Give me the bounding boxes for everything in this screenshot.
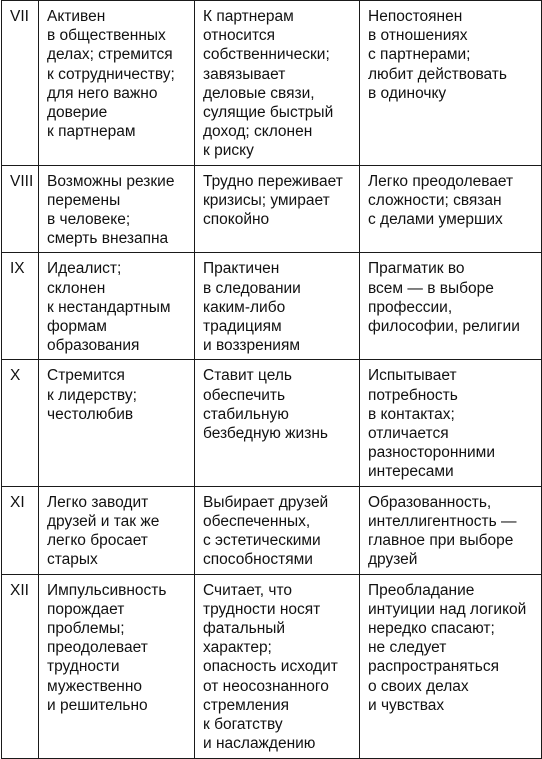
cell-text: Идеалист; склонен к нестандартным формам образования <box>47 260 171 355</box>
cell-text: Стремится к лидерству; честолюбив <box>47 367 137 423</box>
cell-text: Выбирает друзей обеспеченных, с эстетическими способностями <box>203 493 329 569</box>
table-cell <box>195 253 360 360</box>
row-number: XI <box>10 493 25 511</box>
cell-text: Активен в общественных делах; стремится к сотрудничеству; для него важно доверие к партнерам <box>47 8 175 141</box>
cell-text: Практичен в следовании каким-либо традициям и воззрениям <box>203 260 301 355</box>
cell-text: Возможны резкие перемены в человеке; смерть внезапна <box>47 172 175 248</box>
table-cell <box>360 1 542 166</box>
table-row <box>2 360 542 486</box>
table-cell <box>360 253 542 360</box>
row-number: X <box>10 367 21 385</box>
row-number: IX <box>10 260 25 278</box>
row-number-cell <box>2 1 39 166</box>
row-number-cell <box>2 360 39 486</box>
cell-text: Трудно переживает кризисы; умирает спокойно <box>203 172 343 229</box>
row-number: XII <box>10 581 29 599</box>
cell-text: Импульсивность порождает проблемы; преодолевает трудности мужественно и решительно <box>47 581 167 714</box>
table-cell <box>360 165 542 253</box>
table-cell <box>39 165 195 253</box>
table-cell <box>360 360 542 486</box>
cell-text: Образованность, интеллигентность — главное при выборе друзей <box>368 493 517 569</box>
table-cell <box>195 486 360 574</box>
table-cell <box>195 165 360 253</box>
row-number-cell <box>2 253 39 360</box>
row-number-cell <box>2 486 39 574</box>
table-cell <box>360 486 542 574</box>
table-row <box>2 253 542 360</box>
traits-table <box>1 0 542 759</box>
cell-text: Прагматик во всем — в выборе профессии, философии, религии <box>368 260 520 336</box>
row-number-cell <box>2 574 39 758</box>
row-number: VII <box>10 8 29 25</box>
cell-text: Испытывает потребность в контактах; отличается разносторонними интересами <box>368 367 495 481</box>
table-row <box>2 165 542 253</box>
cell-text: Легко преодолевает сложности; связан с делами умерших <box>368 172 514 229</box>
table-cell <box>39 1 195 166</box>
table-cell <box>195 574 360 758</box>
table-row <box>2 1 542 166</box>
table-cell <box>360 574 542 758</box>
table-cell <box>39 486 195 574</box>
table-cell <box>195 1 360 166</box>
table-cell <box>39 253 195 360</box>
cell-text: Ставит цель обеспечить стабильную безбедную жизнь <box>203 367 328 443</box>
cell-text: Считает, что трудности носят фатальный характер; опасность исходит от неосознанного стремления к богатству и наслаждению <box>203 581 338 753</box>
table-cell <box>195 360 360 486</box>
cell-text: К партнерам относится собственнически; завязывает деловые связи, сулящие быстрый доход; склонен к риску <box>203 8 334 160</box>
table-cell <box>39 574 195 758</box>
row-number: VIII <box>10 172 34 190</box>
table-row <box>2 486 542 574</box>
cell-text: Преобладание интуиции над логикой нередко спасают; не следует распространяться о своих делах и чувствах <box>368 581 527 714</box>
table-row <box>2 574 542 758</box>
row-number-cell <box>2 165 39 253</box>
cell-text: Легко заводит друзей и так же легко бросает старых <box>47 493 160 569</box>
table-cell <box>39 360 195 486</box>
cell-text: Непостоянен в отношениях с партнерами; любит действовать в одиночку <box>368 8 507 102</box>
